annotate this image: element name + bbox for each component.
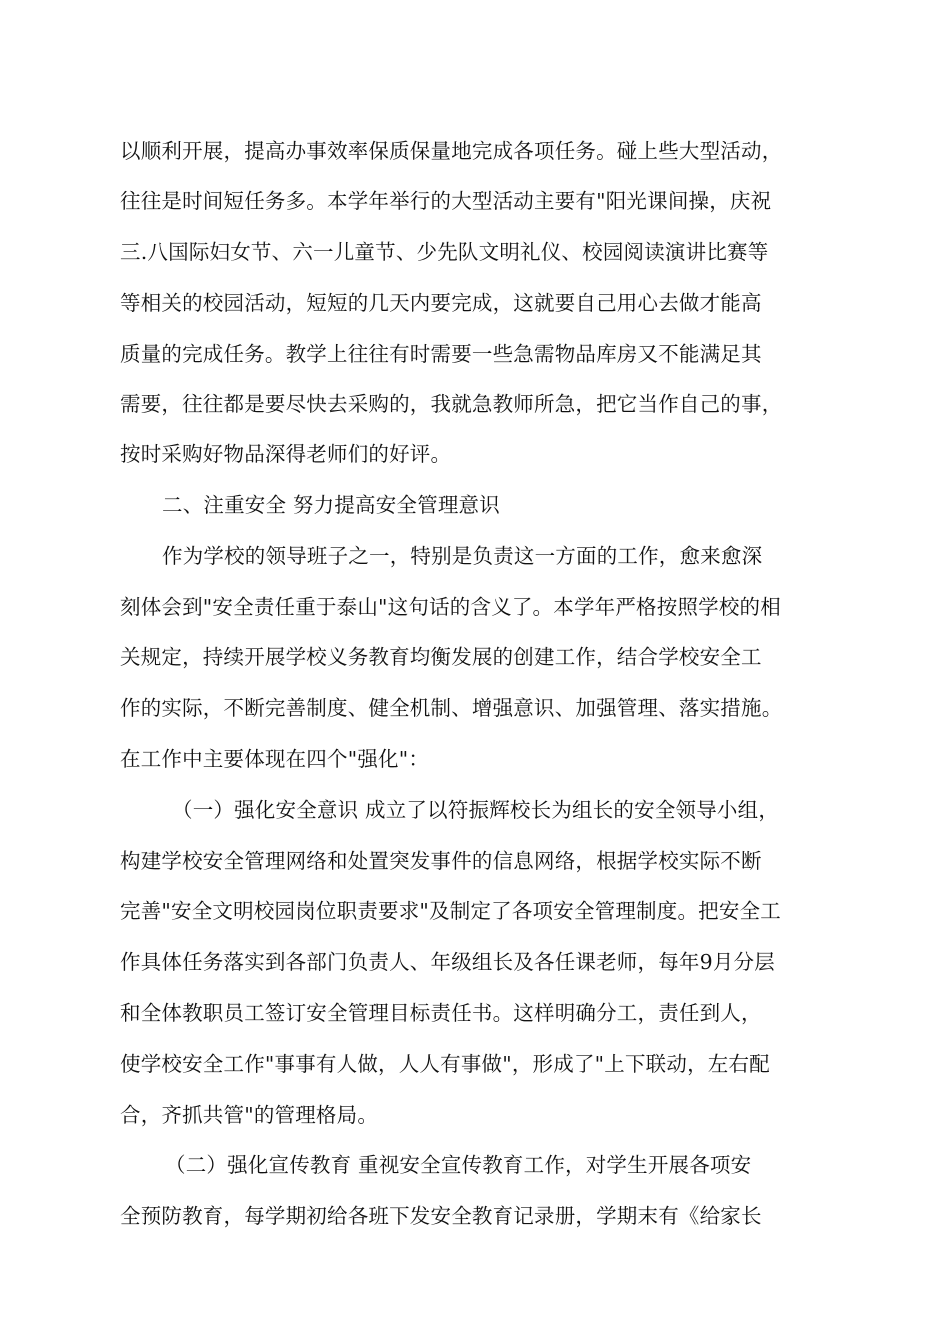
paragraph-line-11: 关规定，持续开展学校义务教育均衡发展的创建工作，结合学校安全工	[120, 645, 762, 669]
paragraph-line-7: 按时采购好物品深得老师们的好评。	[120, 442, 452, 466]
paragraph-line-20: 合，齐抓共管"的管理格局。	[120, 1103, 379, 1127]
paragraph-line-15: 构建学校安全管理网络和处置突发事件的信息网络，根据学校实际不断	[120, 849, 762, 873]
paragraph-line-4: 等相关的校园活动，短短的几天内要完成，这就要自己用心去做才能高	[120, 291, 762, 315]
paragraph-line-22: 全预防教育，每学期初给各班下发安全教育记录册，学期末有《给家长	[120, 1204, 762, 1228]
paragraph-line-13: 在工作中主要体现在四个"强化"：	[120, 747, 430, 771]
paragraph-line-12: 作的实际，不断完善制度、健全机制、增强意识、加强管理、落实措施。	[120, 696, 783, 720]
paragraph-line-18: 和全体教职员工签订安全管理目标责任书。这样明确分工，责任到人，	[120, 1001, 762, 1025]
paragraph-line-17: 作具体任务落实到各部门负责人、年级组长及各任课老师，每年9月分层	[120, 950, 775, 974]
section-heading-2: 二、注重安全 努力提高安全管理意识	[162, 493, 500, 517]
paragraph-line-2: 往往是时间短任务多。本学年举行的大型活动主要有"阳光课间操，庆祝	[120, 189, 772, 213]
paragraph-line-19: 使学校安全工作"事事有人做，人人有事做"，形成了"上下联动，左右配	[120, 1052, 770, 1076]
subsection-line-1: （一）强化安全意识 成立了以符振辉校长为组长的安全领导小组，	[172, 798, 780, 822]
paragraph-line-9: 作为学校的领导班子之一，特别是负责这一方面的工作，愈来愈深	[162, 544, 763, 568]
paragraph-line-16: 完善"安全文明校园岗位职责要求"及制定了各项安全管理制度。把安全工	[120, 899, 781, 923]
paragraph-line-1: 以顺利开展，提高办事效率保质保量地完成各项任务。碰上些大型活动，	[120, 139, 783, 163]
paragraph-line-6: 需要，往往都是要尽快去采购的，我就急教师所急，把它当作自己的事，	[120, 392, 783, 416]
subsection-line-2: （二）强化宣传教育 重视安全宣传教育工作，对学生开展各项安	[165, 1153, 752, 1177]
paragraph-line-5: 质量的完成任务。教学上往往有时需要一些急需物品库房又不能满足其	[120, 342, 762, 366]
paragraph-line-10: 刻体会到"安全责任重于泰山"这句话的含义了。本学年严格按照学校的相	[120, 595, 781, 619]
paragraph-line-3: 三.八国际妇女节、六一儿童节、少先队文明礼仪、校园阅读演讲比赛等	[120, 240, 769, 264]
